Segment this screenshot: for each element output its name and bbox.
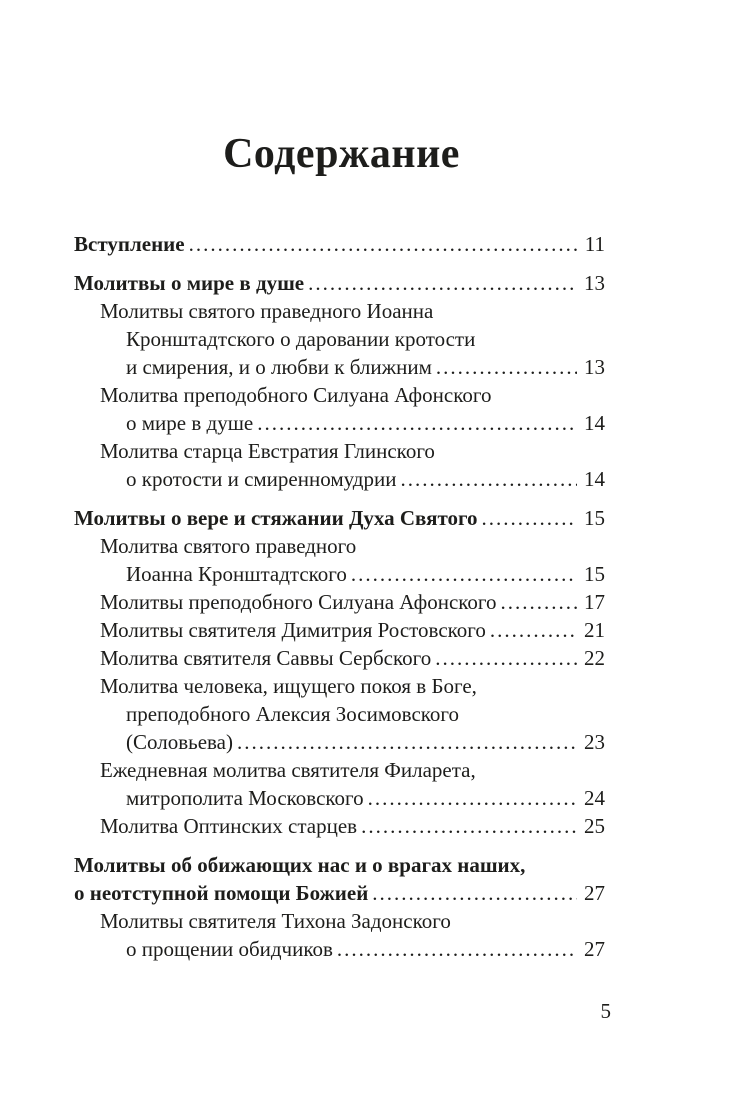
- toc-entry-label: Молитвы об обижающих нас и о врагах наших,: [74, 853, 526, 877]
- toc-entry: [74, 616, 605, 644]
- toc-line: [74, 812, 605, 840]
- toc-line: [74, 756, 605, 784]
- toc-entry: [74, 907, 605, 963]
- toc-entry-label: Молитва старца Евстратия Глинского: [100, 439, 435, 463]
- toc-line: [74, 532, 605, 560]
- toc-line: [74, 907, 605, 935]
- toc-line: [74, 700, 605, 728]
- toc-entry: [74, 230, 605, 258]
- toc-entry-label: о мире в душе: [126, 411, 254, 435]
- dot-leader: [372, 879, 577, 907]
- toc-entry-label: Кронштадтского о даровании кротости: [126, 327, 476, 351]
- toc-page-number: 27: [584, 937, 605, 961]
- toc-page-number: 25: [584, 814, 605, 838]
- dot-leader: [482, 504, 577, 532]
- dot-leader: [237, 728, 577, 756]
- dot-leader: [501, 588, 577, 616]
- toc-page-number: 27: [584, 881, 605, 905]
- toc-entry-label: Молитва человека, ищущего покоя в Боге,: [100, 674, 477, 698]
- toc-line: [74, 644, 605, 672]
- toc-line: [74, 297, 605, 325]
- dot-leader: [400, 465, 577, 493]
- toc-line: [74, 465, 605, 493]
- toc-entry-label: и смирения, и о любви к ближним: [126, 355, 432, 379]
- dot-leader: [257, 409, 577, 437]
- toc-entry: [74, 851, 605, 907]
- toc-line: [74, 437, 605, 465]
- toc-page-number: 11: [584, 232, 605, 256]
- toc-entry-label: Ежедневная молитва святителя Филарета,: [100, 758, 476, 782]
- toc-entry: [74, 672, 605, 756]
- toc-entry-label: Молитва Оптинских старцев: [100, 814, 358, 838]
- dot-leader: [490, 616, 577, 644]
- toc-page-number: 13: [584, 355, 605, 379]
- toc-line: [74, 672, 605, 700]
- toc-line: [74, 728, 605, 756]
- toc-line: [74, 588, 605, 616]
- toc-line: [74, 353, 605, 381]
- toc-line: [74, 879, 605, 907]
- toc-entry: [74, 504, 605, 532]
- table-of-contents: [74, 230, 605, 963]
- toc-entry-label: о кротости и смиренномудрии: [126, 467, 397, 491]
- dot-leader: [351, 560, 577, 588]
- toc-entry-label: Молитвы о вере и стяжании Духа Святого: [74, 506, 478, 530]
- toc-page-number: 21: [584, 618, 605, 642]
- toc-entry: [74, 756, 605, 812]
- dot-leader: [337, 935, 577, 963]
- toc-entry: [74, 588, 605, 616]
- toc-entry: [74, 812, 605, 840]
- folio-page-number: 5: [600, 999, 611, 1023]
- toc-line: [74, 381, 605, 409]
- toc-line: [74, 325, 605, 353]
- toc-page-number: 14: [584, 467, 605, 491]
- toc-entry-label: преподобного Алексия Зосимовского: [126, 702, 459, 726]
- toc-page-number: 15: [584, 506, 605, 530]
- toc-line: [74, 935, 605, 963]
- toc-entry-label: о неотступной помощи Божией: [74, 881, 369, 905]
- toc-entry: [74, 297, 605, 381]
- toc-line: [74, 269, 605, 297]
- toc-page-number: 24: [584, 786, 605, 810]
- toc-entry-label: Молитвы о мире в душе: [74, 271, 305, 295]
- toc-entry-label: Молитвы святителя Тихона Задонского: [100, 909, 451, 933]
- toc-line: [74, 409, 605, 437]
- toc-entry-label: Молитва святого праведного: [100, 534, 357, 558]
- toc-entry: [74, 644, 605, 672]
- toc-page-number: 23: [584, 730, 605, 754]
- dot-leader: [435, 644, 577, 672]
- toc-entry: [74, 437, 605, 493]
- toc-entry-label: Молитвы преподобного Силуана Афонского: [100, 590, 497, 614]
- toc-page-number: 15: [584, 562, 605, 586]
- toc-entry-label: митрополита Московского: [126, 786, 364, 810]
- dot-leader: [436, 353, 577, 381]
- toc-line: [74, 504, 605, 532]
- toc-entry: [74, 269, 605, 297]
- toc-page-number: 17: [584, 590, 605, 614]
- page-title: Содержание: [223, 131, 460, 177]
- dot-leader: [308, 269, 577, 297]
- toc-entry-label: Молитвы святого праведного Иоанна: [100, 299, 434, 323]
- toc-entry-label: Вступление: [74, 232, 185, 256]
- toc-entry-label: Молитва преподобного Силуана Афонского: [100, 383, 492, 407]
- toc-line: [74, 560, 605, 588]
- toc-page-number: 13: [584, 271, 605, 295]
- dot-leader: [361, 812, 577, 840]
- toc-entry-label: Молитва святителя Саввы Сербского: [100, 646, 432, 670]
- toc-entry-label: о прощении обидчиков: [126, 937, 333, 961]
- toc-entry: [74, 532, 605, 588]
- toc-page-number: 14: [584, 411, 605, 435]
- toc-entry-label: Молитвы святителя Димитрия Ростовского: [100, 618, 486, 642]
- toc-line: [74, 616, 605, 644]
- toc-entry-label: (Соловьева): [126, 730, 233, 754]
- toc-line: [74, 851, 605, 879]
- dot-leader: [368, 784, 577, 812]
- toc-entry-label: Иоанна Кронштадтского: [126, 562, 347, 586]
- toc-page-number: 22: [584, 646, 605, 670]
- dot-leader: [189, 230, 578, 258]
- toc-entry: [74, 381, 605, 437]
- toc-line: [74, 784, 605, 812]
- toc-line: [74, 230, 605, 258]
